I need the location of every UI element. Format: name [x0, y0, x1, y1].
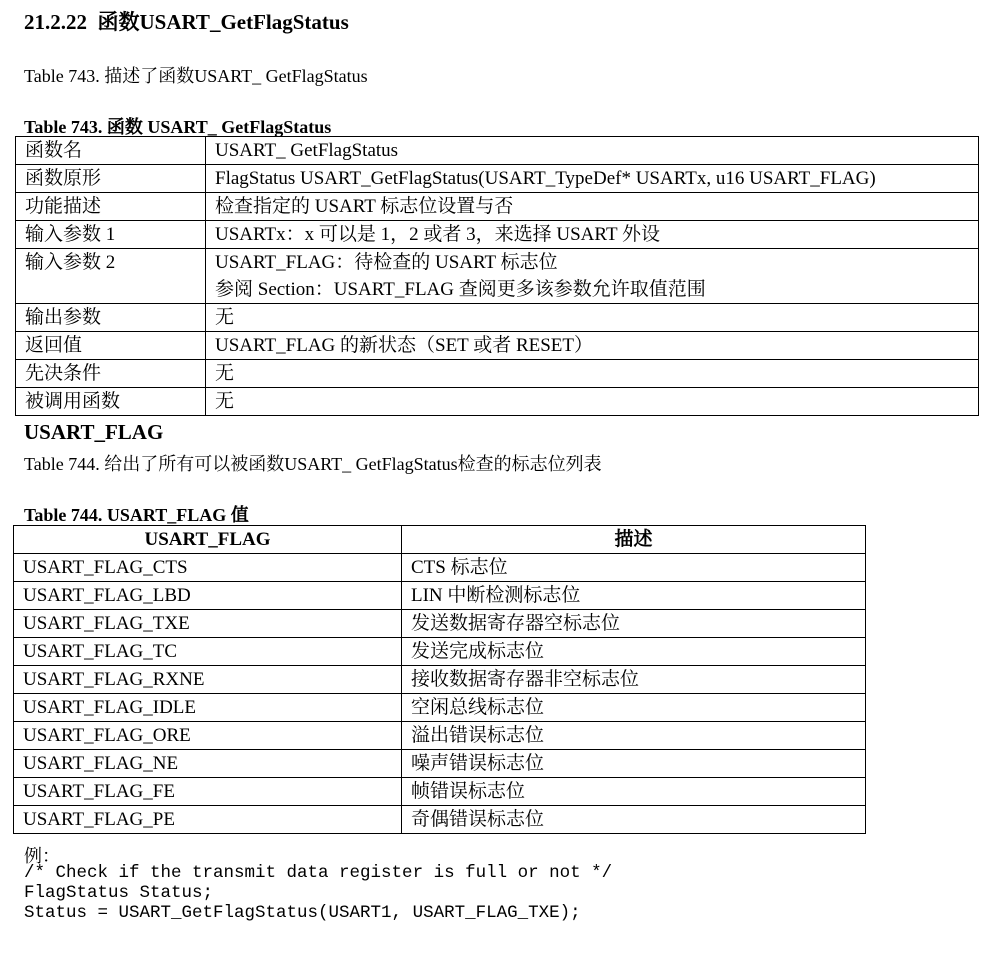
table-row — [14, 666, 866, 694]
parameter-value — [206, 249, 979, 304]
value-line: 无 — [215, 363, 235, 384]
parameter-label: 函数原形 — [16, 165, 206, 193]
flag-name: USART_FLAG_RXNE — [14, 666, 402, 694]
flag-description: 噪声错误标志位 — [402, 750, 866, 778]
parameter-value — [206, 360, 979, 388]
flag-name: USART_FLAG_ORE — [14, 722, 402, 750]
table-row — [14, 694, 866, 722]
parameter-value — [206, 165, 979, 193]
section-title: 函数USART_GetFlagStatus — [97, 10, 349, 34]
value-line: USART_FLAG 的新状态（SET 或者 RESET） — [215, 335, 594, 356]
value-line: FlagStatus USART_GetFlagStatus(USART_TypeDef* USARTx, u16 USART_FLAG) — [215, 168, 876, 189]
table-row — [14, 638, 866, 666]
flag-name: USART_FLAG_IDLE — [14, 694, 402, 722]
parameter-value — [206, 137, 979, 165]
table-header-row — [14, 526, 866, 554]
flag-description: 空闲总线标志位 — [402, 694, 866, 722]
value-line: 参阅 Section：USART_FLAG 查阅更多该参数允许取值范围 — [215, 279, 706, 300]
flag-name: USART_FLAG_TXE — [14, 610, 402, 638]
table-row — [16, 193, 979, 221]
flag-description: 发送数据寄存器空标志位 — [402, 610, 866, 638]
table-row — [14, 778, 866, 806]
flag-description: 溢出错误标志位 — [402, 722, 866, 750]
value-line: 无 — [215, 307, 235, 328]
table-row — [16, 249, 979, 304]
value-line: 检查指定的 USART 标志位设置与否 — [215, 196, 514, 217]
flag-description: 奇偶错误标志位 — [402, 806, 866, 834]
parameter-label: 返回值 — [16, 332, 206, 360]
column-header-description: 描述 — [402, 526, 866, 554]
code-line: FlagStatus Status; — [24, 883, 214, 903]
column-header-flag: USART_FLAG — [14, 526, 402, 554]
parameter-value — [206, 193, 979, 221]
table-row — [16, 304, 979, 332]
table-row — [16, 221, 979, 249]
parameter-value — [206, 221, 979, 249]
value-line: USART_ GetFlagStatus — [215, 140, 399, 161]
table-743-caption: Table 743. 函数 USART_ GetFlagStatus — [24, 117, 332, 137]
flag-name: USART_FLAG_TC — [14, 638, 402, 666]
table-row — [14, 554, 866, 582]
flag-name: USART_FLAG_FE — [14, 778, 402, 806]
table-row — [14, 750, 866, 778]
table-row — [16, 360, 979, 388]
parameter-value — [206, 388, 979, 416]
parameter-label: 先决条件 — [16, 360, 206, 388]
code-line: /* Check if the transmit data register is full or not */ — [24, 863, 613, 883]
flag-description: 接收数据寄存器非空标志位 — [402, 666, 866, 694]
flag-name: USART_FLAG_PE — [14, 806, 402, 834]
section-heading — [24, 6, 349, 36]
flag-name: USART_FLAG_NE — [14, 750, 402, 778]
example-label: 例： — [24, 846, 60, 866]
flag-description: 发送完成标志位 — [402, 638, 866, 666]
parameter-label: 输入参数 2 — [16, 249, 206, 304]
table-744-intro: Table 744. 给出了所有可以被函数USART_ GetFlagStatus检查的标志位列表 — [24, 454, 602, 474]
parameter-label: 输入参数 1 — [16, 221, 206, 249]
function-description-table — [15, 136, 979, 416]
parameter-label: 函数名 — [16, 137, 206, 165]
table-row — [14, 610, 866, 638]
value-line: USART_FLAG：待检查的 USART 标志位 — [215, 252, 558, 273]
usart-flag-values-table — [13, 525, 866, 834]
parameter-label: 功能描述 — [16, 193, 206, 221]
flag-description: 帧错误标志位 — [402, 778, 866, 806]
flag-name: USART_FLAG_CTS — [14, 554, 402, 582]
flag-name: USART_FLAG_LBD — [14, 582, 402, 610]
table-row — [16, 332, 979, 360]
code-line: Status = USART_GetFlagStatus(USART1, USART_FLAG_TXE); — [24, 903, 581, 923]
usart-flag-heading: USART_FLAG — [24, 420, 164, 444]
parameter-value — [206, 332, 979, 360]
value-line: 无 — [215, 391, 235, 412]
table-row — [14, 806, 866, 834]
flag-description: CTS 标志位 — [402, 554, 866, 582]
parameter-label: 被调用函数 — [16, 388, 206, 416]
value-line: USARTx：x 可以是 1，2 或者 3，来选择 USART 外设 — [215, 224, 660, 245]
table-row — [16, 388, 979, 416]
table-744-caption: Table 744. USART_FLAG 值 — [24, 505, 249, 525]
table-row — [16, 137, 979, 165]
example-code-block — [24, 863, 612, 923]
table-row — [14, 722, 866, 750]
table-743-intro: Table 743. 描述了函数USART_ GetFlagStatus — [24, 66, 368, 86]
table-row — [14, 582, 866, 610]
flag-description: LIN 中断检测标志位 — [402, 582, 866, 610]
parameter-label: 输出参数 — [16, 304, 206, 332]
table-row — [16, 165, 979, 193]
parameter-value — [206, 304, 979, 332]
section-number: 21.2.22 — [24, 10, 87, 34]
